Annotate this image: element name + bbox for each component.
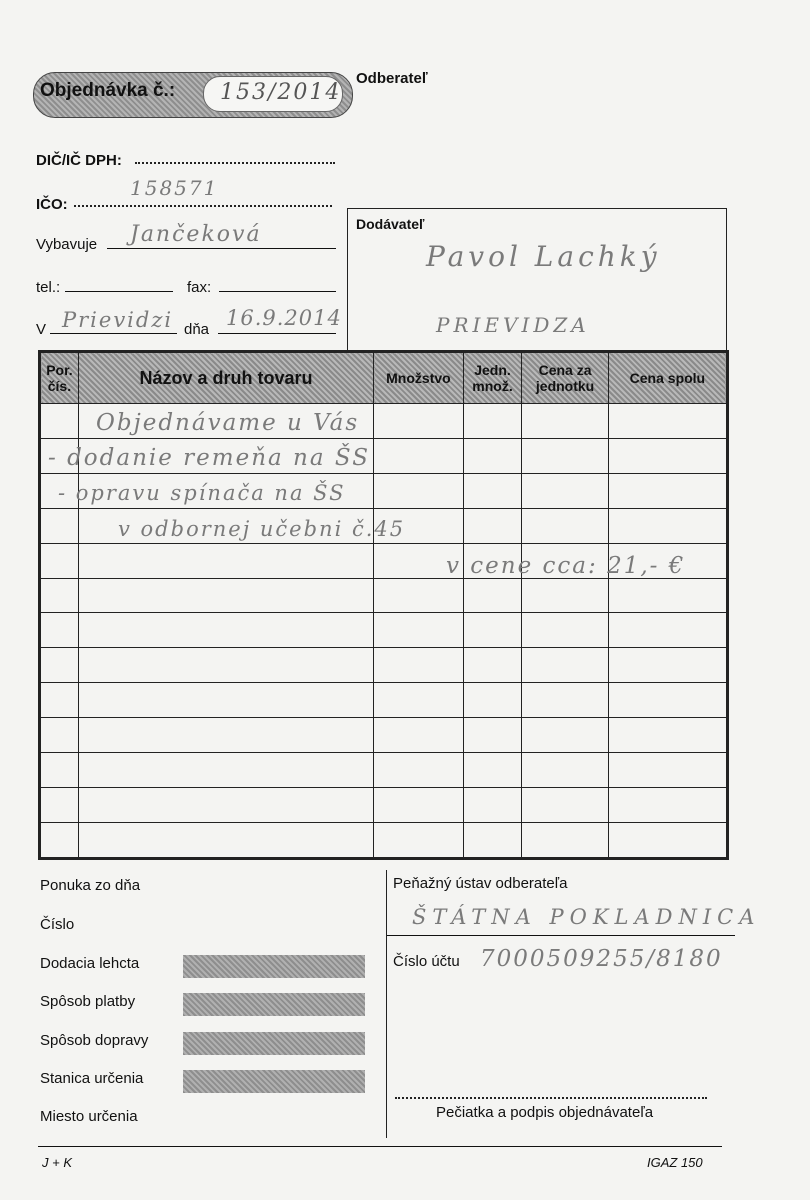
form-code: IGAZ 150 xyxy=(647,1155,703,1170)
station-field[interactable] xyxy=(183,1070,365,1093)
place-field[interactable] xyxy=(50,333,177,334)
col-header-name: Názov a druh tovaru xyxy=(78,352,373,404)
offer-date-label: Ponuka zo dňa xyxy=(40,877,141,894)
supplier-city: PRIEVIDZA xyxy=(436,313,590,337)
col-header-number: Por. čís. xyxy=(40,352,79,404)
handwritten-line-1: Objednávame u Vás xyxy=(96,410,360,436)
table-row[interactable] xyxy=(40,787,728,822)
tel-label: tel.: xyxy=(36,279,61,296)
place-value: Prievidzi xyxy=(62,308,174,332)
number-label: Číslo xyxy=(40,916,75,933)
fax-field[interactable] xyxy=(219,291,336,292)
table-row[interactable] xyxy=(40,613,728,648)
col-header-total-price: Cena spolu xyxy=(608,352,727,404)
stamp-line xyxy=(395,1097,707,1099)
bank-label: Peňažný ústav odberateľa xyxy=(393,875,568,892)
transport-label: Spôsob dopravy xyxy=(40,1032,149,1049)
account-label: Číslo účtu xyxy=(393,953,460,970)
table-row[interactable] xyxy=(40,753,728,788)
account-value: 7000509255/8180 xyxy=(480,946,723,972)
ico-value: 158571 xyxy=(130,176,219,200)
customer-label: Odberateľ xyxy=(356,70,428,87)
table-row[interactable] xyxy=(40,648,728,683)
ico-label: IČO: xyxy=(36,196,68,213)
place-prefix: V xyxy=(36,321,47,338)
supplier-name: Pavol Lachký xyxy=(426,240,661,273)
date-label: dňa xyxy=(184,321,210,338)
handwritten-line-2: - dodanie remeňa na ŠS xyxy=(48,445,370,471)
tel-field[interactable] xyxy=(65,291,173,292)
dic-field[interactable] xyxy=(135,162,335,164)
station-label: Stanica určenia xyxy=(40,1070,144,1087)
delivery-field[interactable] xyxy=(183,955,365,978)
supplier-label: Dodávateľ xyxy=(356,216,425,232)
table-row[interactable] xyxy=(40,578,728,613)
handled-by-value: Jančeková xyxy=(130,222,262,247)
table-row[interactable] xyxy=(40,718,728,753)
dic-label: DIČ/IČ DPH: xyxy=(36,152,122,169)
handwritten-line-4: v odbornej učebni č.45 xyxy=(118,517,406,541)
delivery-label: Dodacia lehcta xyxy=(40,955,140,972)
stamp-label: Pečiatka a podpis objednávateľa xyxy=(436,1104,654,1121)
bottom-left-text: J + K xyxy=(42,1155,72,1170)
date-value: 16.9.2014 xyxy=(226,306,342,330)
col-header-unit-price: Cena za jednotku xyxy=(522,352,608,404)
fax-label: fax: xyxy=(187,279,212,296)
ico-field[interactable] xyxy=(74,205,332,207)
bank-field[interactable] xyxy=(387,935,735,936)
handwritten-line-5: v cene cca: 21,- € xyxy=(446,553,686,579)
table-row[interactable] xyxy=(40,822,728,858)
handwritten-line-3: - opravu spínača na ŠS xyxy=(58,481,346,505)
footer-divider xyxy=(386,870,387,1138)
handled-by-field[interactable] xyxy=(107,248,336,249)
order-label: Objednávka č.: xyxy=(40,80,176,101)
transport-field[interactable] xyxy=(183,1032,365,1055)
bottom-rule xyxy=(38,1146,722,1147)
bank-value: ŠTÁTNA POKLADNICA xyxy=(412,905,761,929)
destination-label: Miesto určenia xyxy=(40,1108,138,1125)
table-header-row xyxy=(40,352,728,404)
date-field[interactable] xyxy=(218,333,336,334)
order-number-value: 153/2014 xyxy=(220,80,342,105)
col-header-quantity: Množstvo xyxy=(374,352,464,404)
payment-field[interactable] xyxy=(183,993,365,1016)
col-header-unit: Jedn. množ. xyxy=(463,352,522,404)
table-row[interactable] xyxy=(40,683,728,718)
handled-by-label: Vybavuje xyxy=(36,236,98,253)
payment-label: Spôsob platby xyxy=(40,993,136,1010)
